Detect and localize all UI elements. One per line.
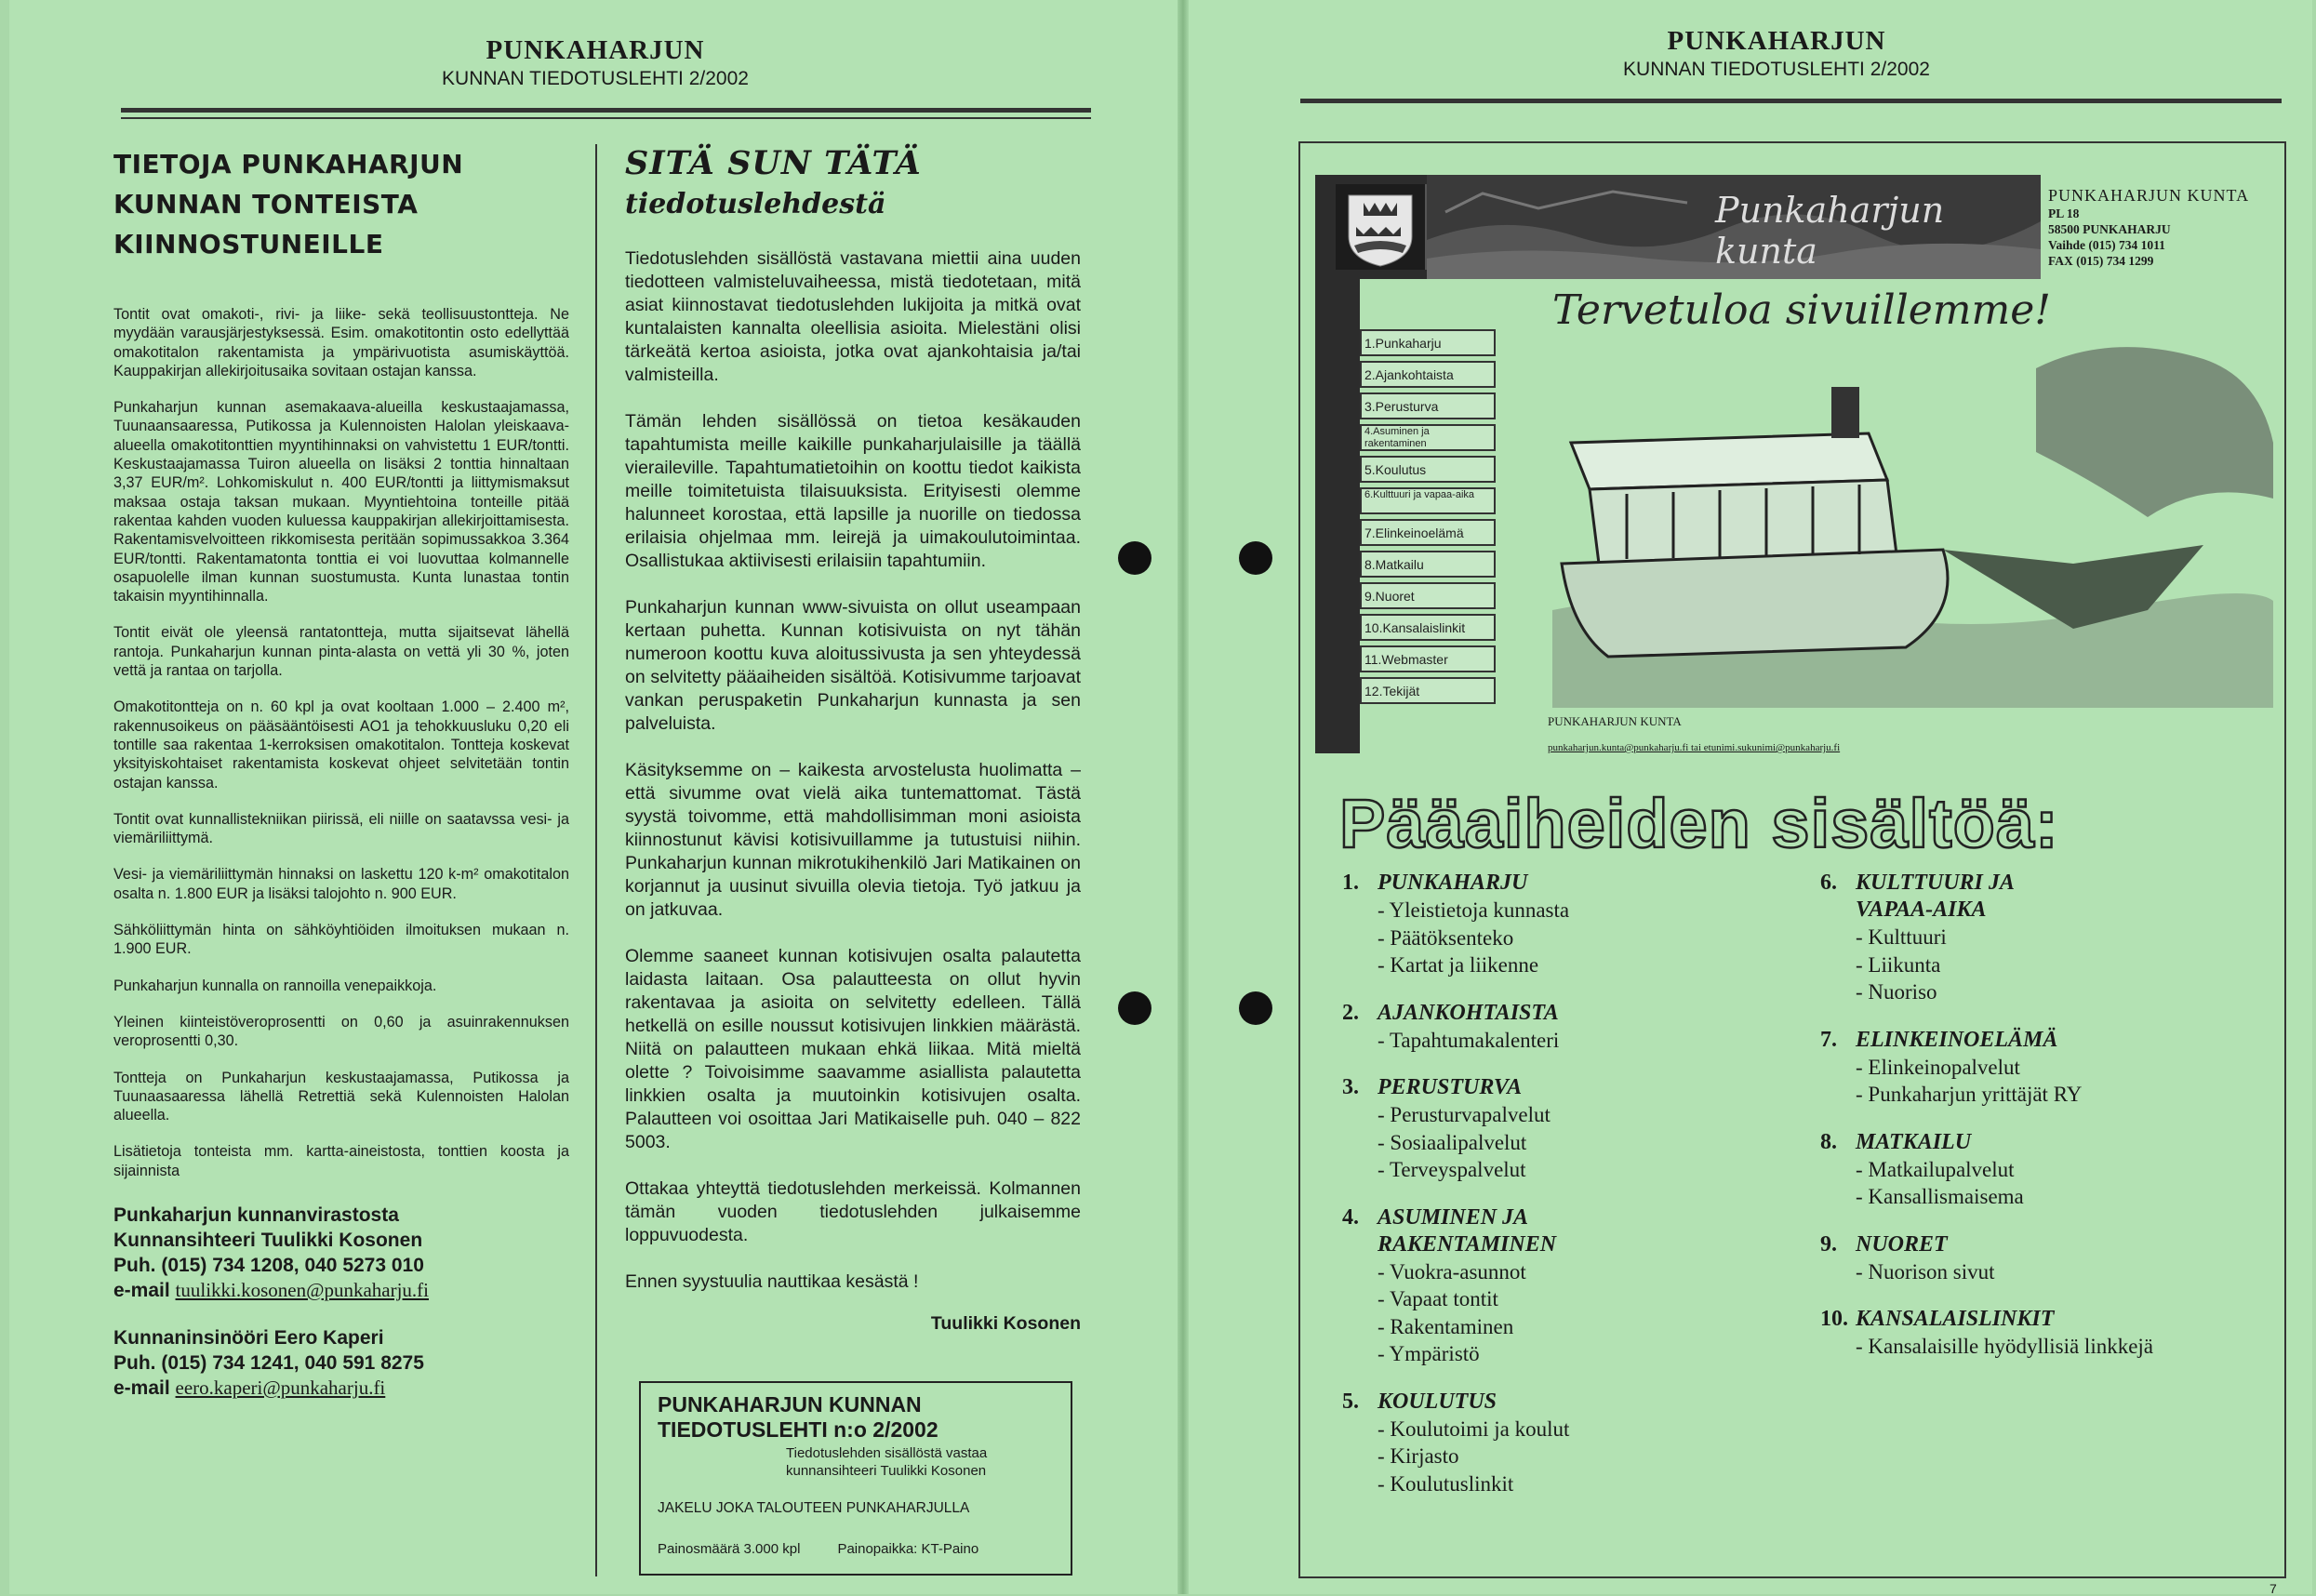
paragraph: Ottakaa yhteyttä tiedotuslehden merkeissä. Kolmannen tämän vuoden tiedotuslehden julkaisemme loppuvuodesta.	[625, 1178, 1081, 1245]
masthead-rule-left-thin	[121, 117, 1091, 119]
masthead-right	[1488, 26, 2065, 81]
email-link[interactable]: tuulikki.kosonen@punkaharju.fi	[175, 1278, 429, 1301]
paragraph: Punkaharjun kunnan www-sivuista on ollut useampaan kertaan puhetta. Kunnan kotisivuista on nyt tähän numeroon koottu kuva aloitussivusta ja sen yhteydessä on selvitetty pääaiheiden sisältöä. Kotisivumme tarjoavat vankan peruspaketin Punkaharjun kunnasta ja sen palveluista.	[625, 597, 1081, 734]
paragraph: Tontit ovat kunnallistekniikan piirissä, eli niille on saatavssa vesi- ja viemäriliittymä.	[113, 810, 569, 847]
footer-email-link[interactable]: punkaharjun.kunta@punkaharju.fi tai etunimi.sukunimi@punkaharju.fi	[1548, 742, 1841, 753]
nav-link[interactable]: 2.Ajankohtaista	[1360, 361, 1496, 388]
nav-link[interactable]: 6.Kulttuuri ja vapaa-aika	[1360, 487, 1496, 514]
toc-section-title: MATKAILU	[1856, 1129, 1972, 1154]
toc-right-column	[1820, 870, 2257, 1381]
toc-section: 8. MATKAILU - Matkailupalvelut - Kansallismaisema	[1820, 1129, 2024, 1208]
paragraph: Käsityksemme on – kaikesta arvostelusta huolimatta – että sivumme ovat vielä aika tuntemattomat. Tästä syystä toivomme, että mahdollisimman moni asioista kiinnostunut kävisi kotisivuillamme ja tutustuisi niihin. Punkaharjun kunnan mikrotukihenkilö Jari Matikainen on korjannut ja uusinut sivuilla olevia tietoja. Työ jatkuu ja on jatkuvaa.	[625, 760, 1081, 920]
paragraph: Tontit eivät ole yleensä rantatontteja, mutta sijaitsevat lähellä rantoja. Punkaharjun kunnan pinta-alasta on vettä yli 30 %, joten vettä ja rantaa on tarjolla.	[113, 624, 569, 680]
paragraph: Tiedotuslehden sisällöstä vastavana miettii aina uuden tiedotteen valmisteluvaiheessa, mistä tiedotetaan, mitä asiat kiinnostavat tiedotuslehden lukijoita ja mitkä ovat kuntalaisten kannalta oleellisia asioita. Mielestäni olisi tärkeätä kertoa asioista, jotka ovat ajankohtaisia ja/tai valmisteilla.	[625, 248, 1081, 385]
nav-link[interactable]: 3.Perusturva	[1360, 392, 1496, 419]
website-banner	[1315, 175, 2041, 279]
masthead-rule-right	[1300, 99, 2282, 103]
left-article-heading: TIETOJA PUNKAHARJUN KUNNAN TONTEISTA KIINNOSTUNEILLE	[113, 149, 464, 259]
toc-section: 4. ASUMINEN JA RAKENTAMINEN - Vuokra-asunnot - Vapaat tontit - Rakentaminen - Ympäristö	[1342, 1204, 1742, 1368]
toc-section: 2. AJANKOHTAISTA - Tapahtumakalenteri	[1342, 1000, 1560, 1052]
nav-link[interactable]: 9.Nuoret	[1360, 582, 1496, 609]
toc-section: 6. KULTTUURI JA VAPAA-AIKA - Kulttuuri - Liikunta - Nuoriso	[1820, 870, 2257, 1006]
punch-hole	[1239, 991, 1272, 1025]
paragraph: Omakotitontteja on n. 60 kpl ja ovat kooltaan 1.000 – 2.400 m², rakennusoikeus on pääsääntöisesti AO1 ja tehokkuusluku 0,20 eli tontille saa rakentaa 1-kerroksisen omakotitalon. Tontteja koskevat yksityiskohtaiset rakentamista koskevat ohjeet selvitetään tontin ostajan kanssa.	[113, 698, 569, 791]
nav-link[interactable]: 7.Elinkeinoelämä	[1360, 519, 1496, 546]
masthead-rule-left	[121, 108, 1091, 113]
nav-link[interactable]: 1.Punkaharju	[1360, 329, 1496, 356]
middle-article-subheading: tiedotuslehdestä	[625, 188, 886, 220]
nav-link[interactable]: 8.Matkailu	[1360, 551, 1496, 578]
page-number: 7	[2269, 1581, 2277, 1596]
punch-hole	[1239, 541, 1272, 575]
toc-section-title: KANSALAISLINKIT	[1856, 1307, 2055, 1331]
toc-section: 5. KOULUTUS - Koulutoimi ja koulut - Kirjasto - Koulutuslinkit	[1342, 1389, 1570, 1496]
website-footer: PUNKAHARJUN KUNTA punkaharjun.kunta@punkaharju.fi tai etunimi.sukunimi@punkaharju.fi	[1548, 714, 1841, 753]
website-nav	[1360, 329, 1496, 709]
paragraph: Tontit ovat omakoti-, rivi- ja liike- sekä teollisuustontteja. Ne myydään varausjärjestyksessä. Esim. omakotitontin osto edellyttää omakotitalon rakentamista ja ympärivuotista asumiskäyttöä. Kauppakirjan allekirjoitusaika sovitaan ostajan kanssa.	[113, 306, 569, 379]
paragraph: Punkaharjun kunnalla on rannoilla venepaikkoja.	[113, 977, 437, 994]
toc-section-title: NUORET	[1856, 1231, 1948, 1257]
toc-section-title: KULTTUURI JA VAPAA-AIKA	[1856, 871, 2014, 922]
toc-section: 10. KANSALAISLINKIT - Kansalaisille hyödyllisiä linkkejä	[1820, 1307, 2154, 1358]
welcome-text: Tervetuloa sivuillemme!	[1552, 286, 2051, 334]
toc-left-column	[1342, 870, 1742, 1518]
column-divider	[595, 144, 597, 1576]
impressum-box: PUNKAHARJUN KUNNAN TIEDOTUSLEHTI n:o 2/2002 Tiedotuslehden sisällöstä vastaa kunnansihteeri Tuulikki Kosonen JAKELU JOKA TALOUTEEN PUNKAHARJULLA Painosmäärä 3.000 kpl Painopaikka: KT-Paino	[639, 1381, 1072, 1576]
masthead-subtitle: KUNNAN TIEDOTUSLEHTI 2/2002	[1623, 59, 1930, 80]
toc-section: 3. PERUSTURVA - Perusturvapalvelut - Sosiaalipalvelut - Terveyspalvelut	[1342, 1075, 1551, 1181]
middle-article	[625, 141, 1081, 1335]
website-address: PUNKAHARJUN KUNTA PL 18 58500 PUNKAHARJU Vaihde (015) 734 1011 FAX (015) 734 1299	[2048, 186, 2250, 268]
toc-section-title: KOULUTUS	[1378, 1389, 1497, 1414]
paragraph: Sähköliittymän hinta on sähköyhtiöiden ilmoituksen mukaan n. 1.900 EUR.	[113, 922, 569, 958]
nav-link[interactable]: 12.Tekijät	[1360, 677, 1496, 704]
nav-link[interactable]: 10.Kansalaislinkit	[1360, 614, 1496, 641]
website-screenshot	[1315, 175, 2273, 766]
toc-title: Pääaiheiden sisältöä:	[1339, 785, 2059, 862]
website-navbar	[1315, 279, 1360, 753]
nav-link[interactable]: 11.Webmaster	[1360, 645, 1496, 672]
punch-hole	[1118, 541, 1151, 575]
masthead-left	[307, 35, 884, 90]
website-title: Punkaharjun kunta	[1715, 190, 1945, 272]
page-fold	[1178, 0, 1189, 1594]
toc-section-title: PERUSTURVA	[1378, 1075, 1523, 1099]
paragraph: Tämän lehden sisällössä on tietoa kesäkauden tapahtumista meille kaikille punkaharjulaisille ja täällä vieraileville. Tapahtumatietoihin on koottu tiedot kaikista meille toimitetuista tilaisuuksista. Erityisesti olemme halunneet korostaa, että lapsille ja nuorille on tiedossa erilaisia ohjelmaa mm. leirejä ja uimakoulutoimintaa. Osallistukaa aktiivisesti erilaisiin tapahtumiin.	[625, 411, 1081, 571]
nav-link[interactable]: 5.Koulutus	[1360, 456, 1496, 483]
paragraph: Ennen syystuulia nauttikaa kesästä !	[625, 1271, 919, 1292]
nav-link[interactable]: 4.Asuminen ja rakentaminen	[1360, 424, 1496, 451]
toc-section: 1. PUNKAHARJU - Yleistietoja kunnasta - Päätöksenteko - Kartat ja liikenne	[1342, 871, 1570, 977]
masthead-title: PUNKAHARJUN	[1667, 26, 1886, 56]
toc-section: 7. ELINKEINOELÄMÄ - Elinkeinopalvelut - Punkaharjun yrittäjät RY	[1820, 1027, 2083, 1106]
toc-section-title: PUNKAHARJU	[1378, 871, 1528, 895]
coat-of-arms-icon	[1336, 184, 1427, 270]
punch-hole	[1118, 991, 1151, 1025]
paragraph: Tontteja on Punkaharjun keskustaajamassa, Putikossa ja Tuunaasaaressa lähellä Retrettiä sekä Kulennoisten Halolan alueella.	[113, 1069, 569, 1124]
left-article	[113, 144, 569, 1401]
toc-section-title: ELINKEINOELÄMÄ	[1856, 1027, 2058, 1052]
masthead-title: PUNKAHARJUN	[486, 35, 705, 65]
email-link[interactable]: eero.kaperi@punkaharju.fi	[175, 1376, 386, 1399]
paragraph: Olemme saaneet kunnan kotisivujen osalta palautetta laidasta laitaan. Osa palautteesta on ollut hyvin rakentavaa ja asioita on selvitetty edelleen. Tällä hetkellä on esille noussut kotisivujen linkkien määrästä. Niitä on palautteen mukaan ehkä liikaa. Mitä mieltä olette ? Toivoisimme saavamme asiallista palautetta linkkien osalta ja muutoinkin kotisivujen osalta. Palautteen voi osoittaa Jari Matikaiselle puh. 040 – 822 5003.	[625, 946, 1081, 1152]
steamboat-illustration	[1552, 331, 2273, 708]
toc-section: 9. NUORET - Nuorison sivut	[1820, 1231, 1995, 1283]
signature: Tuulikki Kosonen	[930, 1313, 1081, 1334]
toc-section-title: ASUMINEN JA RAKENTAMINEN	[1378, 1204, 1557, 1257]
contact-block: Punkaharjun kunnanvirastosta Kunnansihteeri Tuulikki Kosonen Puh. (015) 734 1208, 040 5273 010 e-mail tuulikki.kosonen@punkaharju.fi	[113, 1204, 429, 1301]
paragraph: Punkaharjun kunnan asemakaava-alueilla keskustaajamassa, Tuunaansaaressa, Putikossa ja Kulennoisten Halolan yleiskaava-alueella omakotitonttien myyntihinnaksi on vahvistettu 1 EUR/tontti. Keskustaajamassa Tuiron alueella on lisäksi 2 tonttia hinnaltaan 3,37 EUR/m². Lohkomiskulut n. 400 EUR/tontti ja liittymismaksut maksaa ostaja taksan mukaan. Myyntiehtoina tonteille pitää rakentaa kahden vuoden kuluessa kauppakirjan allekirjoittamisesta. Rakentamisvelvoitteen rikkomisesta peritään sopimussakkoa 3.364 EUR/tontti. Rakentamatonta tonttia ei voi luovuttaa kolmannelle osapuolelle ilman kunnan suostumusta. Kunta lunastaa tontin takaisin myyntihinnalla.	[113, 399, 569, 605]
contact-block: Kunnaninsinööri Eero Kaperi Puh. (015) 734 1241, 040 591 8275 e-mail eero.kaperi@punkaharju.fi	[113, 1326, 424, 1399]
toc-section-title: AJANKOHTAISTA	[1378, 1000, 1559, 1025]
masthead-subtitle: KUNNAN TIEDOTUSLEHTI 2/2002	[442, 68, 749, 89]
paragraph: Yleinen kiinteistöveroprosentti on 0,60 ja asuinrakennuksen veroprosentti 0,30.	[113, 1013, 569, 1050]
middle-article-heading: SITÄ SUN TÄTÄ	[625, 144, 922, 182]
paragraph: Lisätietoja tonteista mm. kartta-aineistosta, tonttien koosta ja sijainnista	[113, 1143, 569, 1179]
paragraph: Vesi- ja viemäriliittymän hinnaksi on laskettu 120 k-m² omakotitalon osalta n. 1.800 EUR ja lisäksi talojohto n. 900 EUR.	[113, 866, 569, 902]
